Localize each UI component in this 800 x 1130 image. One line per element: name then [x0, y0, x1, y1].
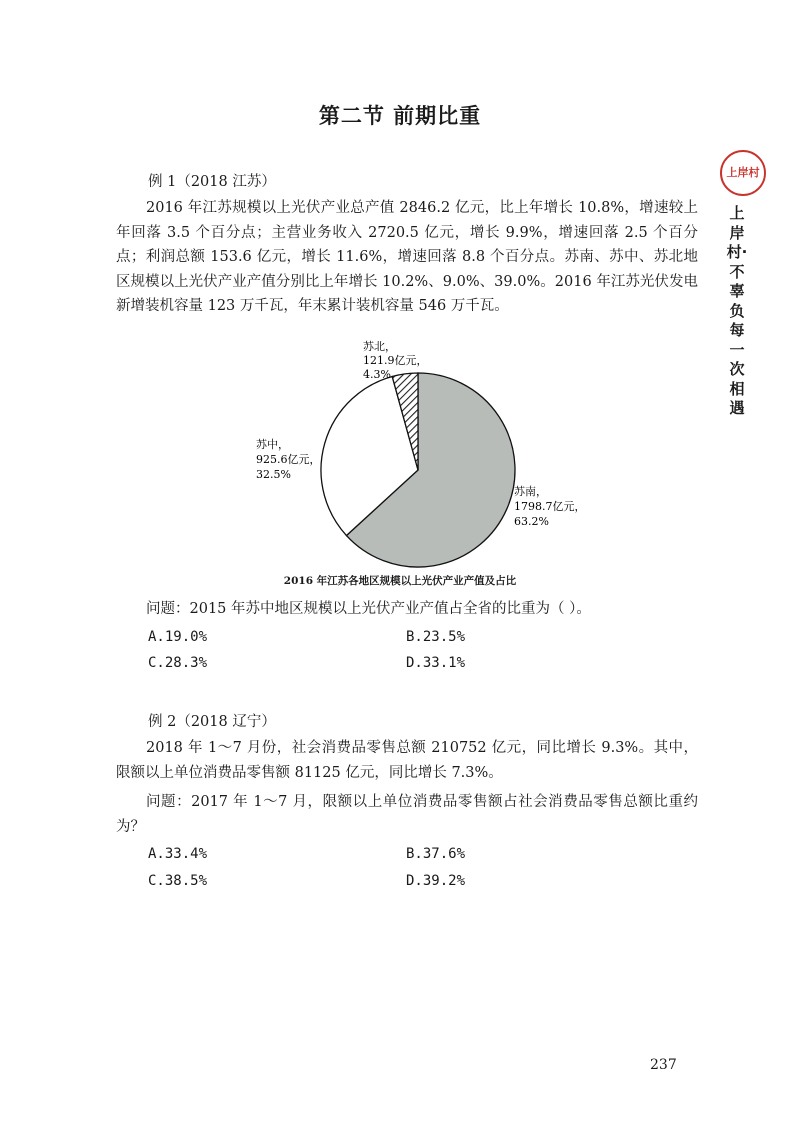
label-subei-pct: 4.3%: [363, 368, 391, 381]
example-2-option-a: A.33.4%: [148, 846, 208, 862]
pie-chart-svg: [230, 335, 610, 590]
example-1-question: 问题：2015 年苏中地区规模以上光伏产业产值占全省的比重为（ ）。: [146, 601, 591, 617]
example-2-option-c: C.38.5%: [148, 873, 208, 889]
example-2-heading: 例 2（2018 辽宁）: [148, 714, 276, 730]
label-subei-value: 121.9亿元，: [363, 354, 428, 367]
pie-chart: [230, 335, 610, 590]
label-subei-name: 苏北，: [363, 340, 396, 353]
label-suzhong-pct: 32.5%: [256, 468, 291, 481]
section-title: 第二节 前期比重: [318, 104, 482, 128]
example-1-heading: 例 1（2018 江苏）: [148, 174, 276, 190]
label-suzhong-name: 苏中，: [256, 438, 289, 451]
example-1-option-b: B.23.5%: [406, 629, 466, 645]
label-sunan-name: 苏南，: [514, 485, 547, 498]
page-number: 237: [650, 1057, 677, 1073]
chart-caption: 2016 年江苏各地区规模以上光伏产业产值及占比: [283, 575, 517, 587]
brand-motto: 上岸村·不辜负每一次相遇: [726, 204, 748, 417]
example-1-option-d: D.33.1%: [406, 655, 466, 671]
example-1-body: 2016 年江苏规模以上光伏产业总产值 2846.2 亿元，比上年增长 10.8%，增速较上年回落 3.5 个百分点；主营业务收入 2720.5 亿元，增长 9.9%，增速回落 2.5 个百分点；利润总额 153.6 亿元，增长 11.6%，增速回落 8.8 个百分点。苏南、苏中、苏北地区规模以上光伏产业产值分别比上年增长 10.2%、9.0%、39.0%。2016 年江苏光伏发电新增装机容量 123 万千瓦，年末累计装机容量 546 万千瓦。: [116, 200, 698, 314]
example-2-body: 2018 年 1～7 月份，社会消费品零售总额 210752 亿元，同比增长 9.3%。其中，限额以上单位消费品零售额 81125 亿元，同比增长 7.3%。: [116, 740, 698, 781]
label-sunan-value: 1798.7亿元，: [514, 500, 586, 513]
example-2-question: 问题：2017 年 1～7 月，限额以上单位消费品零售额占社会消费品零售总额比重约为？: [116, 794, 698, 835]
example-2-option-d: D.39.2%: [406, 873, 466, 889]
example-2-option-b: B.37.6%: [406, 846, 466, 862]
example-1-option-c: C.28.3%: [148, 655, 208, 671]
label-suzhong-value: 925.6亿元，: [256, 453, 321, 466]
brand-logo: 上岸村: [720, 150, 766, 196]
label-sunan-pct: 63.2%: [514, 515, 549, 528]
example-1-option-a: A.19.0%: [148, 629, 208, 645]
